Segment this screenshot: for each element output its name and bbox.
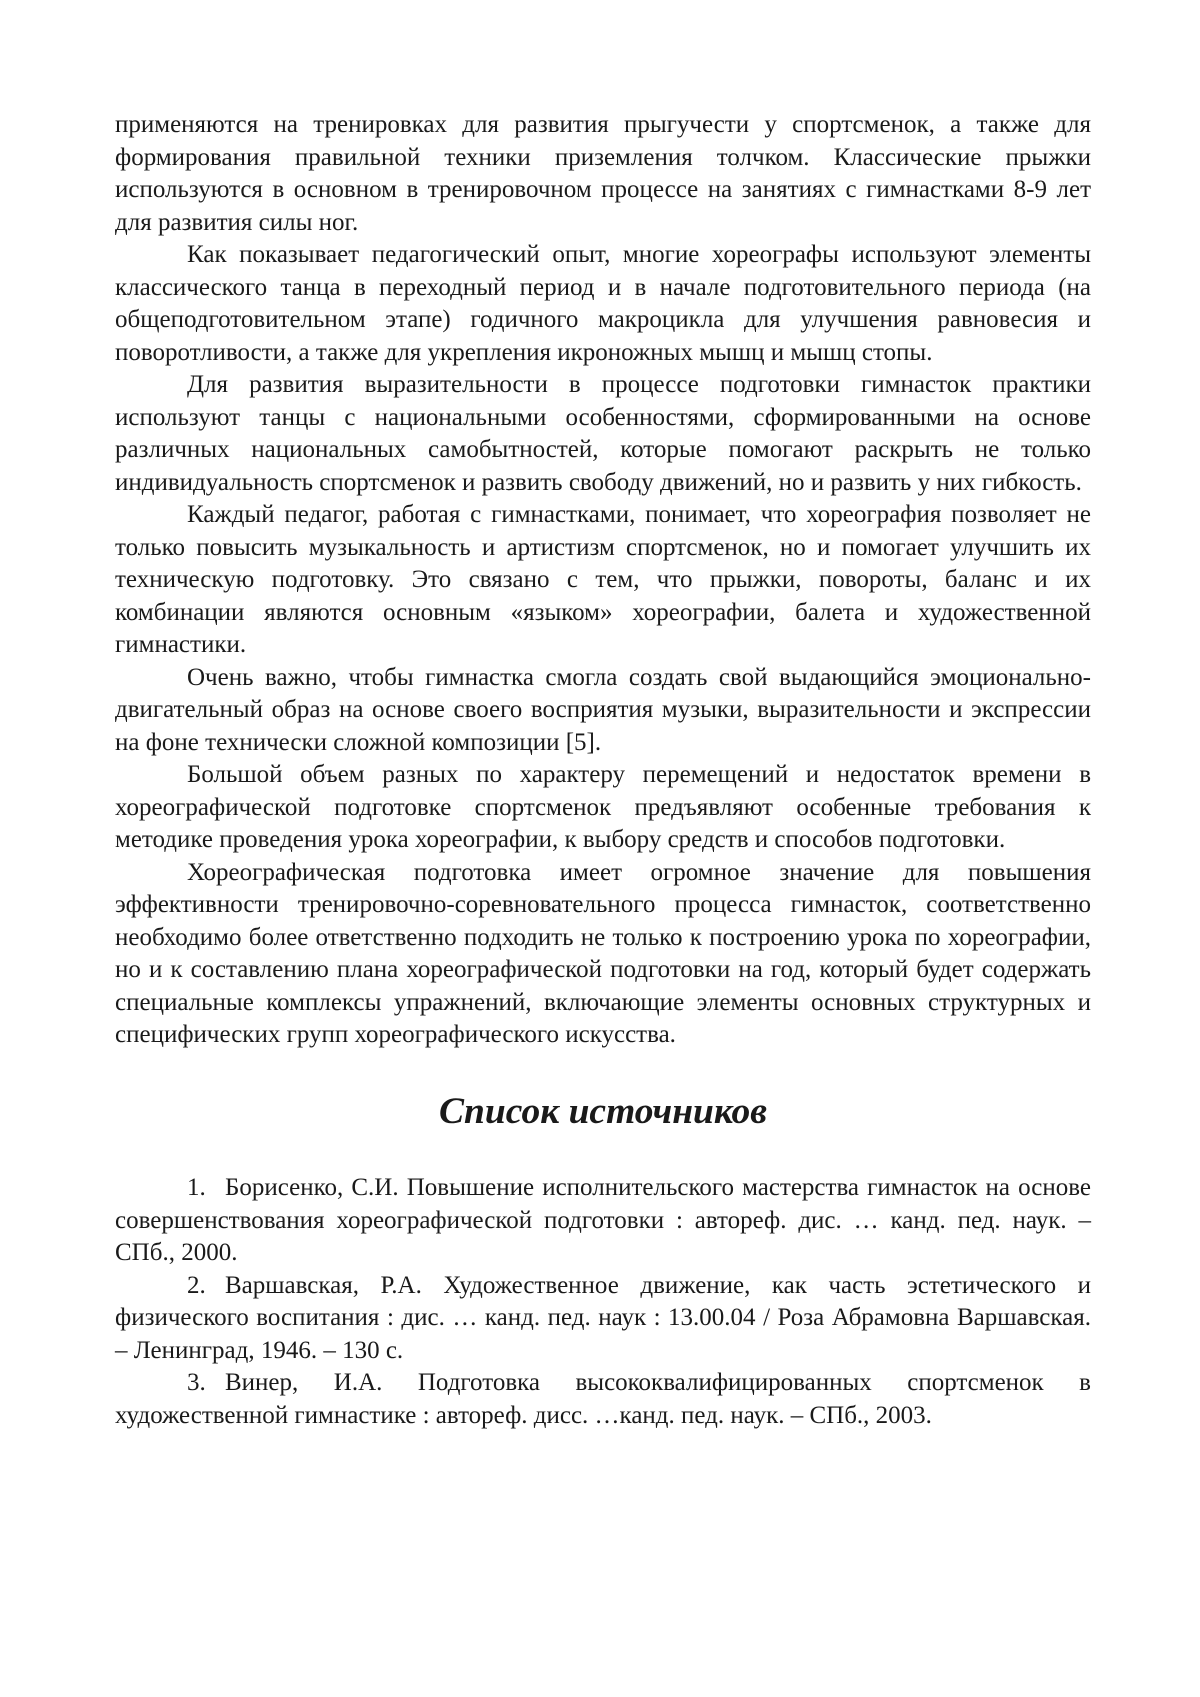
reference-text: Борисенко, С.И. Повышение исполнительского мастерства гимнасток на основе совершенствования хореографической подготовки : автореф. дис. … канд. пед. наук. – СПб., 2000. (115, 1174, 1091, 1266)
reference-item (115, 1270, 1091, 1368)
reference-text: Винер, И.А. Подготовка высококвалифицированных спортсменок в художественной гимнастике : автореф. дисс. …канд. пед. наук. – СПб., 2003. (115, 1369, 1091, 1429)
body-paragraph: Каждый педагог, работая с гимнастками, понимает, что хореография позволяет не только повысить музыкальность и артистизм спортсменок, но и помогает улучшить их техническую подготовку. Это связано с тем, что прыжки, повороты, баланс и их комбинации являются основным «языком» хореографии, балета и художественной гимнастики. (115, 501, 1091, 658)
reference-number: 2. (187, 1271, 206, 1299)
body-paragraph: Для развития выразительности в процессе подготовки гимнасток практики используют танцы с национальными особенностями, сформированными на основе различных национальных самобытностей, которые помогают раскрыть не только индивидуальность спортсменок и развить свободу движений, но и развить у них гибкость. (115, 371, 1091, 496)
reference-number: 3. (187, 1369, 206, 1396)
reference-text: Варшавская, Р.А. Художественное движение, как часть эстетического и физического воспитания : дис. … канд. пед. наук : 13.00.04 / Роза Абрамовна Варшавская. – Ленинград, 1946. – 130 с. (115, 1271, 1091, 1364)
body-paragraph: Как показывает педагогический опыт, многие хореографы используют элементы классического танца в переходный период и в начале подготовительного периода (на общеподготовительном этапе) годичного макроцикла для улучшения равновесия и поворотливости, а также для укрепления икроножных мышц и мышц стопы. (115, 241, 1091, 366)
references-list (115, 1172, 1091, 1432)
document-page (115, 109, 1091, 1432)
body-paragraph: применяются на тренировках для развития прыгучести у спортсменок, а также для формирования правильной техники приземления толчком. Классические прыжки используются в основном в тренировочном процессе на занятиях с гимнастками 8-9 лет для развития силы ног. (115, 111, 1091, 236)
reference-number: 1. (187, 1174, 206, 1201)
body-paragraph: Очень важно, чтобы гимнастка смогла создать свой выдающийся эмоционально-двигательный образ на основе своего восприятия музыки, выразительности и экспрессии на фоне технически сложной композиции [5]. (115, 663, 1091, 756)
references-heading: Список источников (439, 1090, 767, 1132)
body-paragraph: Большой объем разных по характеру перемещений и недостаток времени в хореографической подготовке спортсменок предъявляют особенные требования к методике проведения урока хореографии, к выбору средств и способов подготовки. (115, 761, 1091, 853)
reference-item (115, 1367, 1091, 1432)
reference-item (115, 1172, 1091, 1270)
body-paragraph: Хореографическая подготовка имеет огромное значение для повышения эффективности тренировочно-соревновательного процесса гимнасток, соответственно необходимо более ответственно подходить не только к построению урока по хореографии, но и к составлению плана хореографической подготовки на год, который будет содержать специальные комплексы упражнений, включающие элементы основных структурных и специфических групп хореографического искусства. (115, 858, 1091, 1048)
